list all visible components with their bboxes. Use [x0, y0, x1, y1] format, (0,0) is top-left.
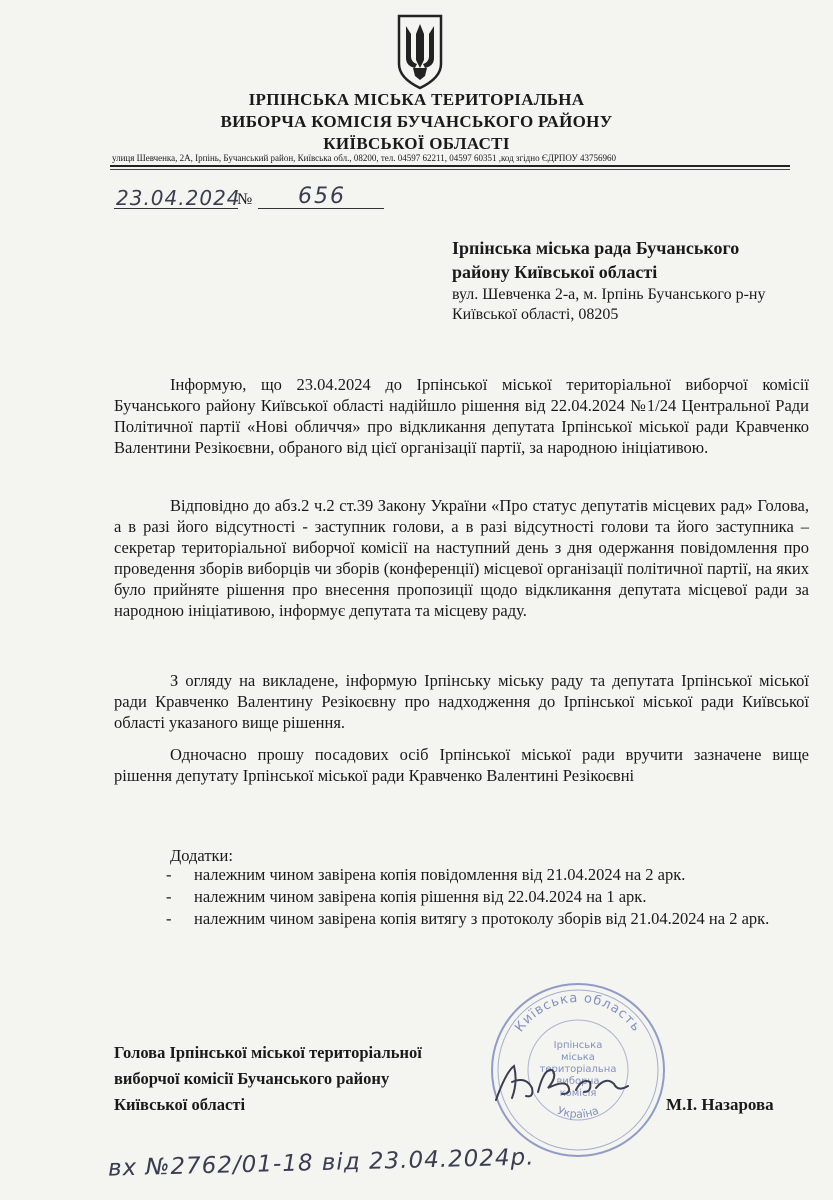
attachments-title: Додатки: — [170, 846, 233, 865]
header-divider — [110, 165, 790, 167]
body-paragraph-2: Відповідно до абз.2 ч.2 ст.39 Закону України «Про статус депутатів місцевих рад» Голова, а в разі його відсутності - заступник голови, а в разі відсутності голови та його заступника – секретар територіальної виборчої комісії на наступний день з дня одержання повідомлення про проведення зборів виборців чи зборів (конференції) місцевої організації політичної партії, на яких було прийняте рішення про внесення пропозиції щодо відкликання депутата місцевої ради за народною ініціативою, інформує депутата та місцеву раду. — [114, 496, 809, 620]
stamp-inner-line4: виборча — [556, 1076, 600, 1087]
list-dash: - — [166, 909, 172, 928]
registration-date: 23.04.2024 — [116, 186, 241, 210]
attachment-text: належним чином завірена копія витягу з протоколу зборів від 21.04.2024 на 2 арк. — [194, 909, 770, 928]
stamp-outer-top-text: Київська область — [512, 990, 644, 1036]
list-item — [166, 886, 811, 908]
recipient-name-line1: Ірпінська міська рада Бучанського — [452, 238, 740, 258]
attachments-list — [166, 864, 811, 930]
stamp-inner-line2: міська — [561, 1052, 595, 1063]
body-paragraph-4: Одночасно прошу посадових осіб Ірпінської міської ради вручити зазначене вище рішення депутату Ірпінської міської ради Кравченко Валентині Резікоєвні — [114, 745, 809, 785]
attachment-text: належним чином завірена копія рішення від 22.04.2024 на 1 арк. — [194, 887, 647, 906]
list-dash: - — [166, 887, 172, 906]
stamp-inner-line5: комісія — [559, 1088, 597, 1099]
incoming-registration-note: вх №2762/01-18 від 23.04.2024р. — [107, 1144, 535, 1182]
handwritten-signature-icon — [488, 1052, 638, 1112]
signatory-position-line3: Київської області — [114, 1095, 246, 1114]
trident-emblem-icon — [395, 12, 445, 90]
body-paragraph-3: З огляду на викладене, інформую Ірпінську міську раду та депутата Ірпінської міської ради Кравченко Валентину Резікоєвну про надходження до Ірпінської міської ради Київської області указаного вище рішення. — [114, 671, 809, 732]
org-address-line: улиця Шевченка, 2А, Ірпінь, Бучанський район, Київська обл., 08200, тел. 04597 62211, 04597 60351 ,код згідно ЄДРПОУ 43756960 — [112, 153, 617, 163]
list-dash: - — [166, 865, 172, 884]
registration-number-line — [258, 208, 384, 209]
signatory-name: М.І. Назарова — [666, 1095, 774, 1114]
stamp-inner-line3: територіальна — [539, 1064, 617, 1075]
org-name-line3: КИЇВСЬКОЇ ОБЛАСТІ — [323, 134, 510, 153]
signatory-position-line1: Голова Ірпінської міської територіальної — [114, 1043, 422, 1062]
registration-date-line — [114, 208, 238, 209]
recipient-name-line2: району Київської області — [452, 262, 658, 282]
recipient-address-line2: Київської області, 08205 — [452, 306, 619, 323]
header-divider-thin — [110, 169, 790, 170]
attachment-text: належним чином завірена копія повідомлення від 21.04.2024 на 2 арк. — [194, 865, 686, 884]
org-name-line1: ІРПІНСЬКА МІСЬКА ТЕРИТОРІАЛЬНА — [248, 90, 585, 109]
list-item — [166, 864, 811, 886]
recipient-address-line1: вул. Шевченка 2-а, м. Ірпінь Бучанського р-ну — [452, 286, 766, 303]
body-paragraph-1: Інформую, що 23.04.2024 до Ірпінської міської територіальної виборчої комісії Бучанського району Київської області надійшло рішення від 22.04.2024 №1/24 Центральної Ради Політичної партії «Нові обличчя» про відкликання депутата Ірпінської міської ради Кравченко Валентини Резікоєвни, обраного від цієї організації партії, за народною ініціативою. — [114, 375, 809, 457]
signatory-position-line2: виборчої комісії Бучанського району — [114, 1069, 390, 1088]
registration-number-label: № — [237, 191, 253, 208]
list-item — [166, 908, 811, 930]
stamp-outer-bottom-text: Україна — [555, 1103, 601, 1121]
org-name-line2: ВИБОРЧА КОМІСІЯ БУЧАНСЬКОГО РАЙОНУ — [220, 112, 613, 131]
stamp-inner-line1: Ірпінська — [553, 1040, 603, 1051]
registration-number: 656 — [298, 184, 346, 209]
